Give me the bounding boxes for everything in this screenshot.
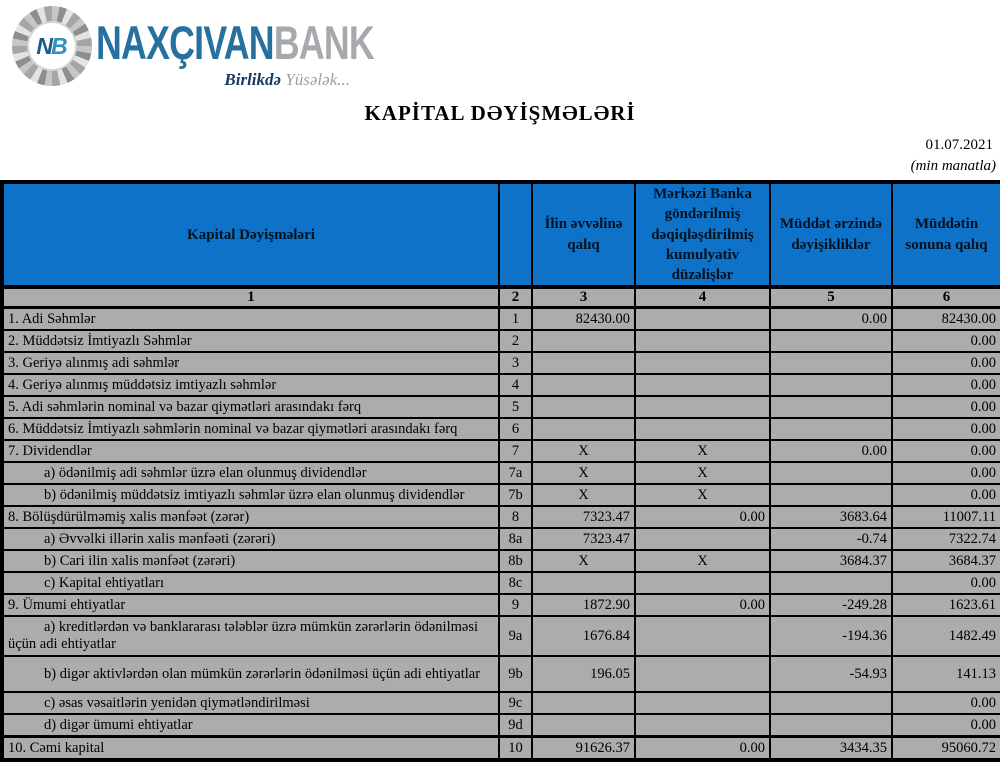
row-number-cell: 9d	[499, 714, 532, 737]
row-number-cell: 3	[499, 352, 532, 374]
table-row	[2, 594, 1000, 616]
value-cell	[532, 572, 635, 594]
row-label-cell: b) digər aktivlərdən olan mümkün zərərlərin ödənilməsi üçün adi ehtiyatlar	[2, 656, 499, 692]
value-cell: X	[635, 484, 770, 506]
row-number-cell: 2	[499, 330, 532, 352]
value-cell: X	[532, 550, 635, 572]
value-cell	[770, 374, 892, 396]
value-cell: 95060.72	[892, 737, 1000, 761]
value-cell: 11007.11	[892, 506, 1000, 528]
value-cell: 82430.00	[892, 308, 1000, 331]
table-row	[2, 352, 1000, 374]
column-number-row	[2, 287, 1000, 308]
row-label-cell: 4. Geriyə alınmış müddətsiz imtiyazlı səhmlər	[2, 374, 499, 396]
value-cell: 91626.37	[532, 737, 635, 761]
table-row	[2, 616, 1000, 656]
value-cell: -0.74	[770, 528, 892, 550]
row-number-cell: 9c	[499, 692, 532, 714]
header-col1: Kapital Dəyişmələri	[2, 182, 499, 287]
value-cell: -54.93	[770, 656, 892, 692]
value-cell	[635, 418, 770, 440]
table-row	[2, 308, 1000, 331]
row-number-cell: 8	[499, 506, 532, 528]
value-cell: 1623.61	[892, 594, 1000, 616]
table-row	[2, 484, 1000, 506]
value-cell	[635, 308, 770, 331]
row-label-cell: d) digər ümumi ehtiyatlar	[2, 714, 499, 737]
value-cell: 0.00	[635, 506, 770, 528]
row-number-cell: 7a	[499, 462, 532, 484]
value-cell: 0.00	[892, 352, 1000, 374]
row-label-cell: 3. Geriyə alınmış adi səhmlər	[2, 352, 499, 374]
table-row	[2, 737, 1000, 761]
value-cell	[770, 572, 892, 594]
header-col2	[499, 182, 532, 287]
value-cell: 0.00	[892, 330, 1000, 352]
row-label-cell: 2. Müddətsiz İmtiyazlı Səhmlər	[2, 330, 499, 352]
value-cell: 196.05	[532, 656, 635, 692]
row-label-cell: 6. Müddətsiz İmtiyazlı səhmlərin nominal və bazar qiymətləri arasındakı fərq	[2, 418, 499, 440]
table-row	[2, 418, 1000, 440]
column-number: 3	[532, 287, 635, 308]
row-number-cell: 8a	[499, 528, 532, 550]
value-cell	[635, 656, 770, 692]
value-cell: 1676.84	[532, 616, 635, 656]
value-cell	[770, 396, 892, 418]
bank-name-primary: NAXÇIVAN	[96, 16, 274, 69]
column-number: 2	[499, 287, 532, 308]
value-cell	[635, 616, 770, 656]
row-number-cell: 1	[499, 308, 532, 331]
monogram-letter-n: N	[36, 32, 53, 59]
value-cell: 0.00	[892, 692, 1000, 714]
bank-name-secondary: BANK	[273, 16, 374, 69]
value-cell: 3683.64	[770, 506, 892, 528]
row-number-cell: 5	[499, 396, 532, 418]
table-row	[2, 330, 1000, 352]
value-cell: 0.00	[892, 484, 1000, 506]
row-number-cell: 7	[499, 440, 532, 462]
row-number-cell: 10	[499, 737, 532, 761]
value-cell	[635, 374, 770, 396]
value-cell: X	[635, 440, 770, 462]
value-cell	[770, 352, 892, 374]
value-cell: X	[635, 462, 770, 484]
value-cell: 82430.00	[532, 308, 635, 331]
value-cell: 141.13	[892, 656, 1000, 692]
table-row	[2, 656, 1000, 692]
value-cell: 0.00	[770, 308, 892, 331]
row-label-cell: b) ödənilmiş müddətsiz imtiyazlı səhmlər üzrə elan olunmuş dividendlər	[2, 484, 499, 506]
bank-monogram	[27, 21, 77, 71]
row-number-cell: 6	[499, 418, 532, 440]
value-cell	[635, 692, 770, 714]
value-cell	[532, 714, 635, 737]
value-cell	[770, 462, 892, 484]
value-cell: 0.00	[892, 396, 1000, 418]
value-cell: X	[532, 440, 635, 462]
value-cell	[770, 484, 892, 506]
value-cell: 3684.37	[770, 550, 892, 572]
row-label-cell: b) Cari ilin xalis mənfəət (zərəri)	[2, 550, 499, 572]
header-col3: İlin əvvəlinə qalıq	[532, 182, 635, 287]
value-cell: 3684.37	[892, 550, 1000, 572]
row-label-cell: c) əsas vəsaitlərin yenidən qiymətləndirilməsi	[2, 692, 499, 714]
row-number-cell: 9a	[499, 616, 532, 656]
row-label-cell: 8. Bölüşdürülməmiş xalis mənfəət (zərər)	[2, 506, 499, 528]
row-number-cell: 8b	[499, 550, 532, 572]
value-cell: -249.28	[770, 594, 892, 616]
row-label-cell: 7. Dividendlər	[2, 440, 499, 462]
table-row	[2, 506, 1000, 528]
value-cell	[635, 396, 770, 418]
row-number-cell: 9b	[499, 656, 532, 692]
value-cell: 1872.90	[532, 594, 635, 616]
value-cell: 3434.35	[770, 737, 892, 761]
table-header	[2, 182, 1000, 308]
value-cell: 0.00	[892, 440, 1000, 462]
value-cell	[532, 330, 635, 352]
value-cell: 7322.74	[892, 528, 1000, 550]
value-cell: 0.00	[635, 594, 770, 616]
row-label-cell: a) Əvvəlki illərin xalis mənfəəti (zərəri)	[2, 528, 499, 550]
table-row	[2, 528, 1000, 550]
value-cell	[635, 330, 770, 352]
value-cell	[532, 396, 635, 418]
column-number: 5	[770, 287, 892, 308]
table-row	[2, 692, 1000, 714]
value-cell	[770, 418, 892, 440]
value-cell	[635, 572, 770, 594]
row-label-cell: a) kreditlərdən və banklararası tələblər üzrə mümkün zərərlərin ödənilməsi üçün adi ehtiyatlar	[2, 616, 499, 656]
value-cell: 0.00	[635, 737, 770, 761]
value-cell	[770, 692, 892, 714]
page-title: KAPİTAL DƏYİŞMƏLƏRİ	[364, 101, 636, 125]
row-number-cell: 4	[499, 374, 532, 396]
tagline-secondary: Yüsələk...	[281, 70, 350, 89]
value-cell: 0.00	[892, 572, 1000, 594]
table-row	[2, 714, 1000, 737]
table-row	[2, 374, 1000, 396]
value-cell	[635, 714, 770, 737]
header-col6: Müddətin sonuna qalıq	[892, 182, 1000, 287]
header-row	[2, 182, 1000, 287]
value-cell: 7323.47	[532, 506, 635, 528]
value-cell	[635, 352, 770, 374]
value-cell	[532, 374, 635, 396]
value-cell: 0.00	[892, 418, 1000, 440]
monogram-letter-b: B	[51, 32, 68, 59]
table-row	[2, 572, 1000, 594]
value-cell	[770, 330, 892, 352]
table-row	[2, 396, 1000, 418]
row-number-cell: 9	[499, 594, 532, 616]
value-cell: 1482.49	[892, 616, 1000, 656]
row-number-cell: 8c	[499, 572, 532, 594]
value-cell: X	[532, 484, 635, 506]
row-label-cell: 9. Ümumi ehtiyatlar	[2, 594, 499, 616]
value-cell	[532, 418, 635, 440]
value-cell: X	[532, 462, 635, 484]
row-number-cell: 7b	[499, 484, 532, 506]
value-cell	[532, 352, 635, 374]
row-label-cell: c) Kapital ehtiyatları	[2, 572, 499, 594]
column-number: 1	[2, 287, 499, 308]
table-row	[2, 440, 1000, 462]
header-col5: Müddət ərzində dəyişikliklər	[770, 182, 892, 287]
value-cell	[635, 528, 770, 550]
value-cell: -194.36	[770, 616, 892, 656]
tagline-primary: Birlikdə	[224, 70, 282, 89]
row-label-cell: 10. Cəmi kapital	[2, 737, 499, 761]
value-cell: 0.00	[892, 462, 1000, 484]
value-cell: 7323.47	[532, 528, 635, 550]
column-number: 4	[635, 287, 770, 308]
report-date: 01.07.2021	[925, 137, 993, 153]
column-number: 6	[892, 287, 1000, 308]
bank-tagline	[116, 70, 350, 90]
value-cell: 0.00	[770, 440, 892, 462]
value-cell	[532, 692, 635, 714]
capital-changes-table	[0, 180, 1000, 762]
unit-note: (min manatla)	[910, 158, 996, 174]
bank-name	[96, 16, 374, 69]
value-cell: 0.00	[892, 714, 1000, 737]
table-row	[2, 462, 1000, 484]
table-row	[2, 550, 1000, 572]
row-label-cell: 1. Adi Səhmlər	[2, 308, 499, 331]
table-body	[2, 308, 1000, 761]
value-cell: 0.00	[892, 374, 1000, 396]
value-cell: X	[635, 550, 770, 572]
header-col4: Mərkəzi Banka göndərilmiş dəqiqləşdirilmiş kumulyativ düzəlişlər	[635, 182, 770, 287]
bank-emblem-icon	[12, 6, 92, 86]
row-label-cell: a) ödənilmiş adi səhmlər üzrə elan olunmuş dividendlər	[2, 462, 499, 484]
row-label-cell: 5. Adi səhmlərin nominal və bazar qiymətləri arasındakı fərq	[2, 396, 499, 418]
value-cell	[770, 714, 892, 737]
